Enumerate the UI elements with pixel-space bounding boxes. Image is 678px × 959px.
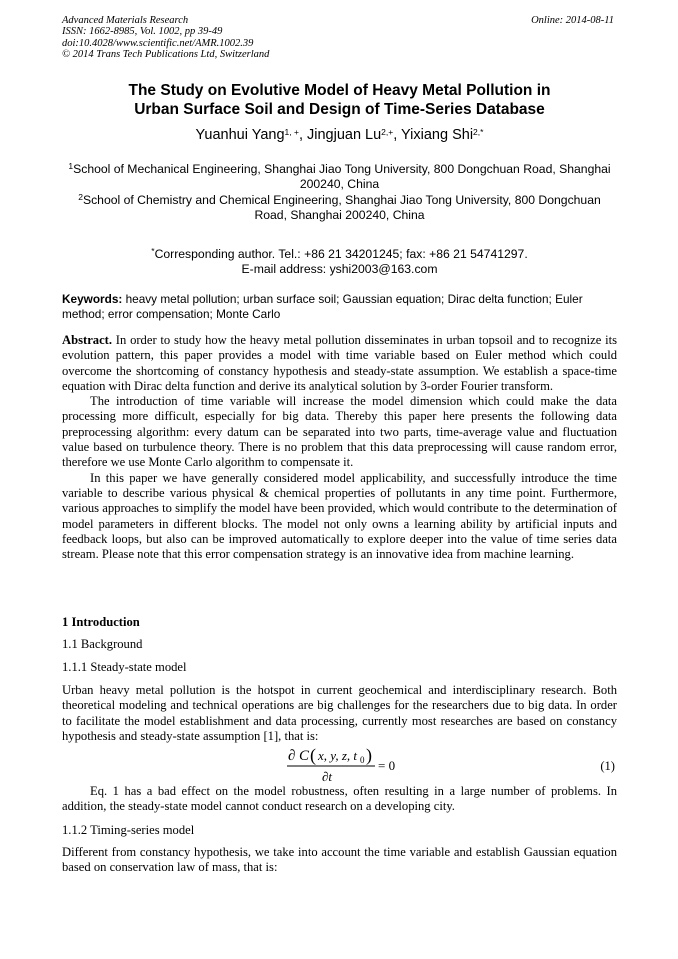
equation-function: C xyxy=(299,748,310,764)
body-paragraph xyxy=(62,845,617,876)
author-separator: , xyxy=(393,127,402,143)
equation-denominator: ∂t xyxy=(322,769,333,784)
corresponding-marker: * xyxy=(151,246,155,256)
body-text: Urban heavy metal pollution is the hotspot in current geochemical and interdisciplinary research. Both theoretical modeling and technical operations are big challenges for the researchers due to big data. In order to facilitate the model establishment and data processing, currently most researches are based on constancy hypothesis and steady-state assumption [1], that is: xyxy=(62,683,617,743)
body-paragraph xyxy=(62,683,617,744)
subsection-heading-background: 1.1 Background xyxy=(62,637,143,651)
equation-subscript: 0 xyxy=(360,755,365,765)
body-text: Different from constancy hypothesis, we take into account the time variable and establish Gaussian equation based on conservation law of mass, that is: xyxy=(62,845,617,875)
issn-line: ISSN: 1662-8985, Vol. 1002, pp 39-49 xyxy=(62,26,223,38)
affiliation-marker: 2 xyxy=(78,192,83,202)
corresponding-email[interactable]: E-mail address: yshi2003@163.com xyxy=(241,262,438,277)
keywords-section xyxy=(62,292,617,322)
abstract-text: In order to study how the heavy metal pollution disseminates in urban topsoil and to recognize its evolution pattern, this paper provides a model with time variable based on Euler method which could overcome the shortcoming of constancy hypothesis and steady-state assumption. We establish a space-time equation with Dirac delta function and derive its analytical solution by 3-order Fourier transform. xyxy=(62,333,617,393)
affiliation-marker: 1 xyxy=(68,161,74,171)
equation-number: (1) xyxy=(600,759,615,773)
subsubsection-heading-timing-series: 1.1.2 Timing-series model xyxy=(62,823,195,837)
author-name: Yuanhui Yang xyxy=(195,127,285,143)
abstract-paragraph-3: In this paper we have generally considered model applicability, and successfully introduce the time variable to describe various physical & chemical properties of pollutants in any time point. Furthermore, various approaches to simplify the model have been provided, which would contribute to the determination of model parameters in different blocks. The model not only owns a learning ability by artificial inputs and feedback loops, but also can be improved automatically to explore deeper into the value of time series data stream. Please note that this error compensation strategy is an innovative idea from machine learning. xyxy=(62,470,617,562)
abstract-section xyxy=(62,333,617,562)
doi-line[interactable]: doi:10.4028/www.scientific.net/AMR.1002.39 xyxy=(62,37,254,49)
journal-metadata xyxy=(62,15,269,61)
section-heading-introduction: 1 Introduction xyxy=(62,615,140,629)
keywords-label: Keywords: xyxy=(62,292,123,306)
body-text: Eq. 1 has a bad effect on the model robustness, often resulting in a large number of problems. In addition, the steady-state model cannot conduct research on a developing city. xyxy=(62,784,617,814)
author-name: Jingjuan Lu xyxy=(307,127,382,143)
corresponding-author xyxy=(62,247,617,277)
paper-title xyxy=(62,81,617,119)
equation-1 xyxy=(62,745,617,785)
affiliation-1 xyxy=(62,162,617,192)
author-superscript: 1, + xyxy=(284,127,299,137)
equation-paren-open: ( xyxy=(310,745,316,765)
copyright-line: © 2014 Trans Tech Publications Ltd, Switzerland xyxy=(62,49,270,61)
affiliation-2 xyxy=(62,193,617,223)
author-name: Yixiang Shi xyxy=(401,127,474,143)
body-paragraph xyxy=(62,784,617,815)
equation-paren-close: ) xyxy=(366,745,372,765)
abstract-paragraph-1 xyxy=(62,333,617,394)
title-line-2: Urban Surface Soil and Design of Time-Series Database xyxy=(134,101,545,118)
equation-rhs: = 0 xyxy=(378,758,396,773)
author-superscript: 2,* xyxy=(473,127,484,137)
online-date: Online: 2014-08-11 xyxy=(531,15,614,26)
equation-arguments: x, y, z, t xyxy=(318,748,357,763)
journal-name: Advanced Materials Research xyxy=(62,15,189,26)
equation-partial-symbol: ∂ xyxy=(288,748,296,764)
corresponding-contact: Corresponding author. Tel.: +86 21 34201245; fax: +86 21 54741297. xyxy=(154,247,528,261)
abstract-paragraph-2: The introduction of time variable will increase the model dimension which could make the data processing more difficult, especially for big data. Thereby this paper here presents the following data preprocessing algorithm: every datum can be separated into two parts, time-average value and fluctuation value based on turbulence theory. There is no problem that this data preprocessing will cause random error, therefore we use Monte Carlo algorithm to compensate it. xyxy=(62,394,617,470)
author-separator: , xyxy=(298,127,307,143)
affiliation-text: School of Chemistry and Chemical Engineering, Shanghai Jiao Tong University, 800 Dongchuan Road, Shanghai 200240, China xyxy=(82,193,601,223)
subsubsection-heading-steady-state: 1.1.1 Steady-state model xyxy=(62,660,187,674)
abstract-label: Abstract. xyxy=(62,333,113,347)
affiliation-text: School of Mechanical Engineering, Shanghai Jiao Tong University, 800 Dongchuan Road, Shanghai 200240, China xyxy=(73,162,611,192)
keywords-text: heavy metal pollution; urban surface soil; Gaussian equation; Dirac delta function; Euler method; error compensation; Monte Carlo xyxy=(62,292,583,321)
equation-graphic xyxy=(62,745,617,785)
author-list xyxy=(62,126,617,144)
title-line-1: The Study on Evolutive Model of Heavy Metal Pollution in xyxy=(128,82,551,99)
author-superscript: 2,+ xyxy=(381,127,394,137)
